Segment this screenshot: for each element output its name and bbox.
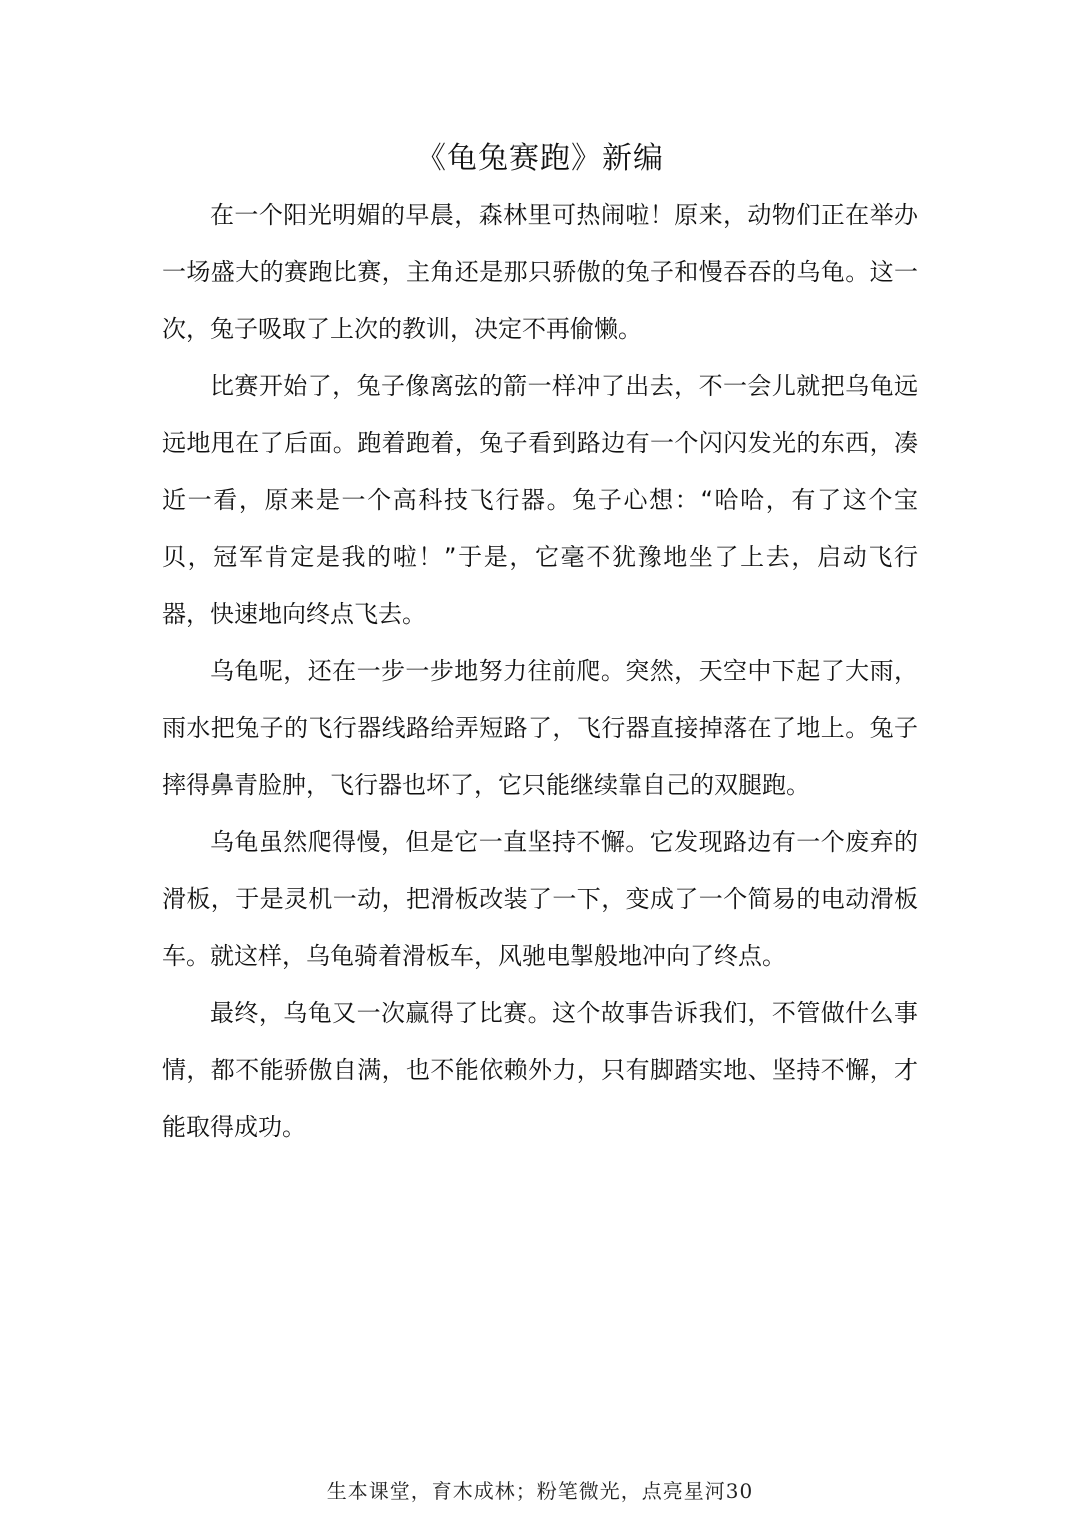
story-body: [162, 187, 918, 1156]
story-paragraph-5: 最终，乌龟又一次赢得了比赛。这个故事告诉我们，不管做什么事情，都不能骄傲自满，也不能依赖外力，只有脚踏实地、坚持不懈，才能取得成功。: [162, 999, 918, 1141]
story-paragraph-1: 在一个阳光明媚的早晨，森林里可热闹啦！原来，动物们正在举办一场盛大的赛跑比赛，主角还是那只骄傲的兔子和慢吞吞的乌龟。这一次，兔子吸取了上次的教训，决定不再偷懒。: [162, 201, 918, 343]
page-title: 《龟兔赛跑》新编: [416, 141, 664, 176]
story-paragraph-2: 比赛开始了，兔子像离弦的箭一样冲了出去，不一会儿就把乌龟远远地甩在了后面。跑着跑着，兔子看到路边有一个闪闪发光的东西，凑近一看，原来是一个高科技飞行器。兔子心想：“哈哈，有了这个宝贝，冠军肯定是我的啦！”于是，它毫不犹豫地坐了上去，启动飞行器，快速地向终点飞去。: [162, 372, 918, 628]
story-paragraph-4: 乌龟虽然爬得慢，但是它一直坚持不懈。它发现路边有一个废弃的滑板，于是灵机一动，把滑板改装了一下，变成了一个简易的电动滑板车。就这样，乌龟骑着滑板车，风驰电掣般地冲向了终点。: [162, 828, 918, 970]
page-footer: 生本课堂，育木成林；粉笔微光，点亮星河30: [326, 1479, 754, 1503]
story-paragraph-3: 乌龟呢，还在一步一步地努力往前爬。突然，天空中下起了大雨，雨水把兔子的飞行器线路给弄短路了，飞行器直接掉落在了地上。兔子摔得鼻青脸肿，飞行器也坏了，它只能继续靠自己的双腿跑。: [162, 657, 918, 799]
